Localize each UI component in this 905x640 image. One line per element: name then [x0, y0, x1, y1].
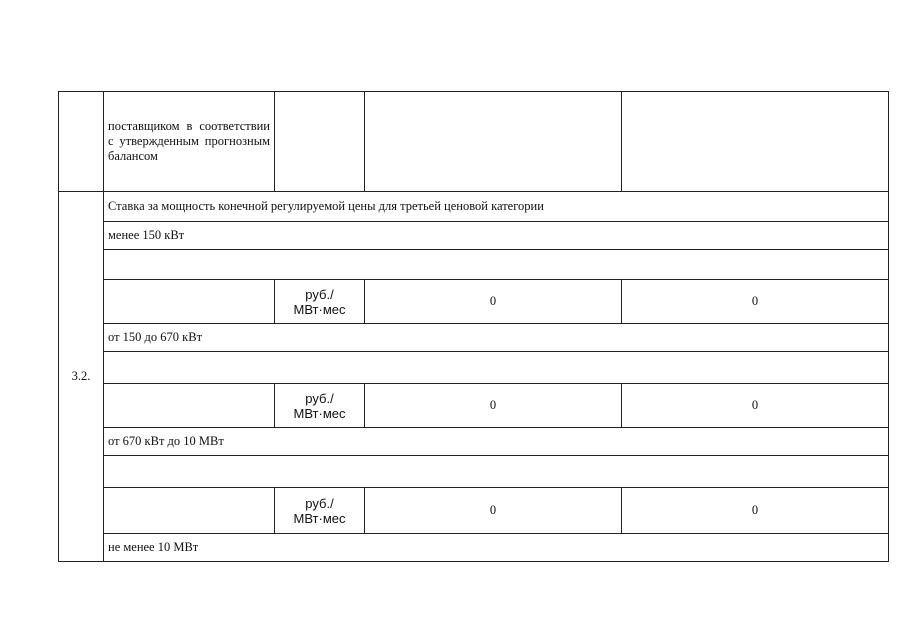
value-cell: 0: [365, 488, 622, 534]
empty-cell: [622, 92, 889, 192]
price-symbol: [104, 488, 275, 534]
table-row: [59, 384, 889, 428]
band-header-row: [59, 534, 889, 562]
empty-cell: [365, 92, 622, 192]
value-cell: 0: [365, 280, 622, 324]
row-number-cell: [59, 92, 104, 192]
value-cell: 0: [622, 280, 889, 324]
section-header-row: [59, 192, 889, 222]
band-label: не менее 10 МВт: [104, 534, 889, 562]
formula-row: [59, 250, 889, 280]
band-header-row: [59, 428, 889, 456]
band-label: от 670 кВт до 10 МВт: [104, 428, 889, 456]
band-header-row: [59, 222, 889, 250]
unit-cell: руб./ МВт·мес: [275, 488, 365, 534]
section-number: 3.2.: [59, 192, 104, 562]
empty-cell: [275, 92, 365, 192]
formula-row: [59, 456, 889, 488]
formula: [104, 352, 889, 384]
band-label: менее 150 кВт: [104, 222, 889, 250]
table-row: [59, 280, 889, 324]
table-row: [59, 92, 889, 192]
table-row: [59, 488, 889, 534]
row-description: поставщиком в соответствии с утвержденным прогнозным балансом: [104, 92, 275, 192]
value-cell: 0: [622, 384, 889, 428]
value-cell: 0: [365, 384, 622, 428]
formula: [104, 250, 889, 280]
section-title: Ставка за мощность конечной регулируемой цены для третьей ценовой категории: [104, 192, 889, 222]
unit-cell: руб./ МВт·мес: [275, 280, 365, 324]
tariff-table: [58, 91, 889, 562]
unit-cell: руб./ МВт·мес: [275, 384, 365, 428]
band-label: от 150 до 670 кВт: [104, 324, 889, 352]
band-header-row: [59, 324, 889, 352]
price-symbol: [104, 384, 275, 428]
price-symbol: [104, 280, 275, 324]
value-cell: 0: [622, 488, 889, 534]
formula: [104, 456, 889, 488]
formula-row: [59, 352, 889, 384]
